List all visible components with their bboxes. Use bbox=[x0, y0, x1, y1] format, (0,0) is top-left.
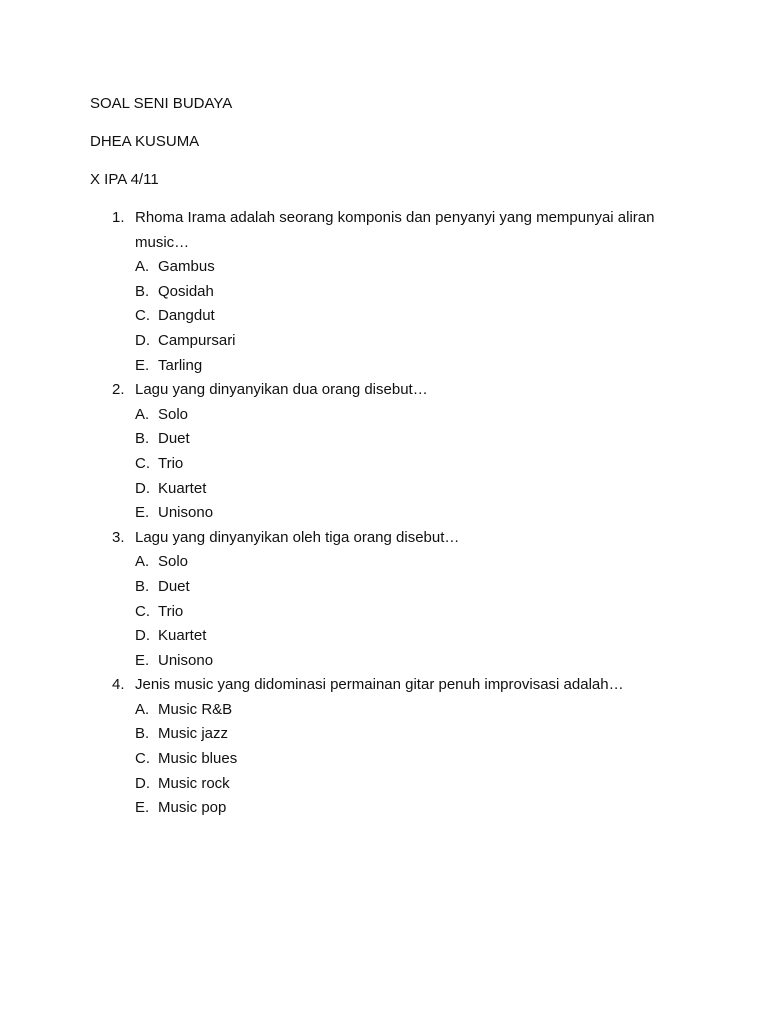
option-letter: A. bbox=[135, 258, 150, 276]
option-letter: D. bbox=[135, 774, 150, 792]
option-letter: C. bbox=[135, 750, 150, 768]
option-text: Gambus bbox=[158, 258, 215, 276]
option-letter: E. bbox=[135, 504, 150, 522]
student-name: DHEA KUSUMA bbox=[90, 133, 200, 150]
option-c bbox=[90, 747, 690, 772]
option-letter: B. bbox=[135, 282, 150, 300]
option-letter: B. bbox=[135, 577, 150, 595]
question-3 bbox=[90, 526, 690, 674]
option-text: Music jazz bbox=[158, 725, 229, 743]
option-letter: C. bbox=[135, 454, 150, 472]
question-number: 2. bbox=[112, 381, 125, 399]
option-text: Unisono bbox=[158, 651, 214, 669]
option-text: Tarling bbox=[158, 356, 203, 374]
option-c bbox=[90, 452, 690, 477]
option-e bbox=[90, 649, 690, 674]
option-e bbox=[90, 796, 690, 821]
option-letter: E. bbox=[135, 356, 150, 374]
question-row bbox=[90, 206, 690, 255]
question-text: Jenis music yang didominasi permainan gitar penuh improvisasi adalah… bbox=[135, 676, 624, 694]
option-letter: D. bbox=[135, 627, 150, 645]
option-a bbox=[90, 698, 690, 723]
option-d bbox=[90, 624, 690, 649]
option-letter: E. bbox=[135, 651, 150, 669]
option-e bbox=[90, 501, 690, 526]
question-number: 1. bbox=[112, 209, 125, 226]
option-letter: B. bbox=[135, 430, 150, 448]
option-text: Duet bbox=[158, 430, 190, 448]
option-text: Unisono bbox=[158, 504, 214, 522]
option-a bbox=[90, 403, 690, 428]
question-4 bbox=[90, 673, 690, 821]
option-text: Kuartet bbox=[158, 627, 207, 645]
option-a bbox=[90, 550, 690, 575]
option-a bbox=[90, 255, 690, 280]
option-b bbox=[90, 427, 690, 452]
option-text: Music blues bbox=[158, 750, 238, 768]
question-1 bbox=[90, 206, 690, 378]
option-d bbox=[90, 772, 690, 797]
option-text: Music pop bbox=[158, 799, 227, 817]
option-c bbox=[90, 304, 690, 329]
option-text: Campursari bbox=[158, 331, 236, 349]
document-title: SOAL SENI BUDAYA bbox=[90, 95, 233, 112]
question-2 bbox=[90, 378, 690, 526]
option-text: Music rock bbox=[158, 774, 230, 792]
question-text: Lagu yang dinyanyikan oleh tiga orang disebut… bbox=[135, 528, 460, 546]
option-text: Kuartet bbox=[158, 479, 207, 497]
option-d bbox=[90, 477, 690, 502]
option-e bbox=[90, 354, 690, 379]
question-text: Lagu yang dinyanyikan dua orang disebut… bbox=[135, 381, 428, 399]
student-class: X IPA 4/11 bbox=[90, 171, 159, 188]
option-b bbox=[90, 280, 690, 305]
option-text: Solo bbox=[158, 405, 189, 423]
option-letter: A. bbox=[135, 553, 150, 571]
option-text: Duet bbox=[158, 577, 190, 595]
option-letter: A. bbox=[135, 700, 150, 718]
option-c bbox=[90, 600, 690, 625]
question-list bbox=[90, 206, 690, 821]
option-b bbox=[90, 575, 690, 600]
option-letter: D. bbox=[135, 331, 150, 349]
option-letter: C. bbox=[135, 307, 150, 325]
option-letter: B. bbox=[135, 725, 150, 743]
option-text: Dangdut bbox=[158, 307, 215, 325]
option-d bbox=[90, 329, 690, 354]
question-number: 4. bbox=[112, 676, 125, 694]
option-letter: D. bbox=[135, 479, 150, 497]
question-text: Rhoma Irama adalah seorang komponis dan penyanyi yang mempunyai aliran music… bbox=[135, 209, 655, 251]
question-row bbox=[90, 673, 690, 698]
option-letter: E. bbox=[135, 799, 150, 817]
question-row bbox=[90, 526, 690, 551]
option-b bbox=[90, 722, 690, 747]
option-letter: A. bbox=[135, 405, 150, 423]
option-text: Qosidah bbox=[158, 282, 214, 300]
option-text: Trio bbox=[158, 602, 184, 620]
option-text: Trio bbox=[158, 454, 184, 472]
question-row bbox=[90, 378, 690, 403]
option-letter: C. bbox=[135, 602, 150, 620]
option-text: Solo bbox=[158, 553, 189, 571]
option-text: Music R&B bbox=[158, 700, 233, 718]
question-number: 3. bbox=[112, 528, 125, 546]
